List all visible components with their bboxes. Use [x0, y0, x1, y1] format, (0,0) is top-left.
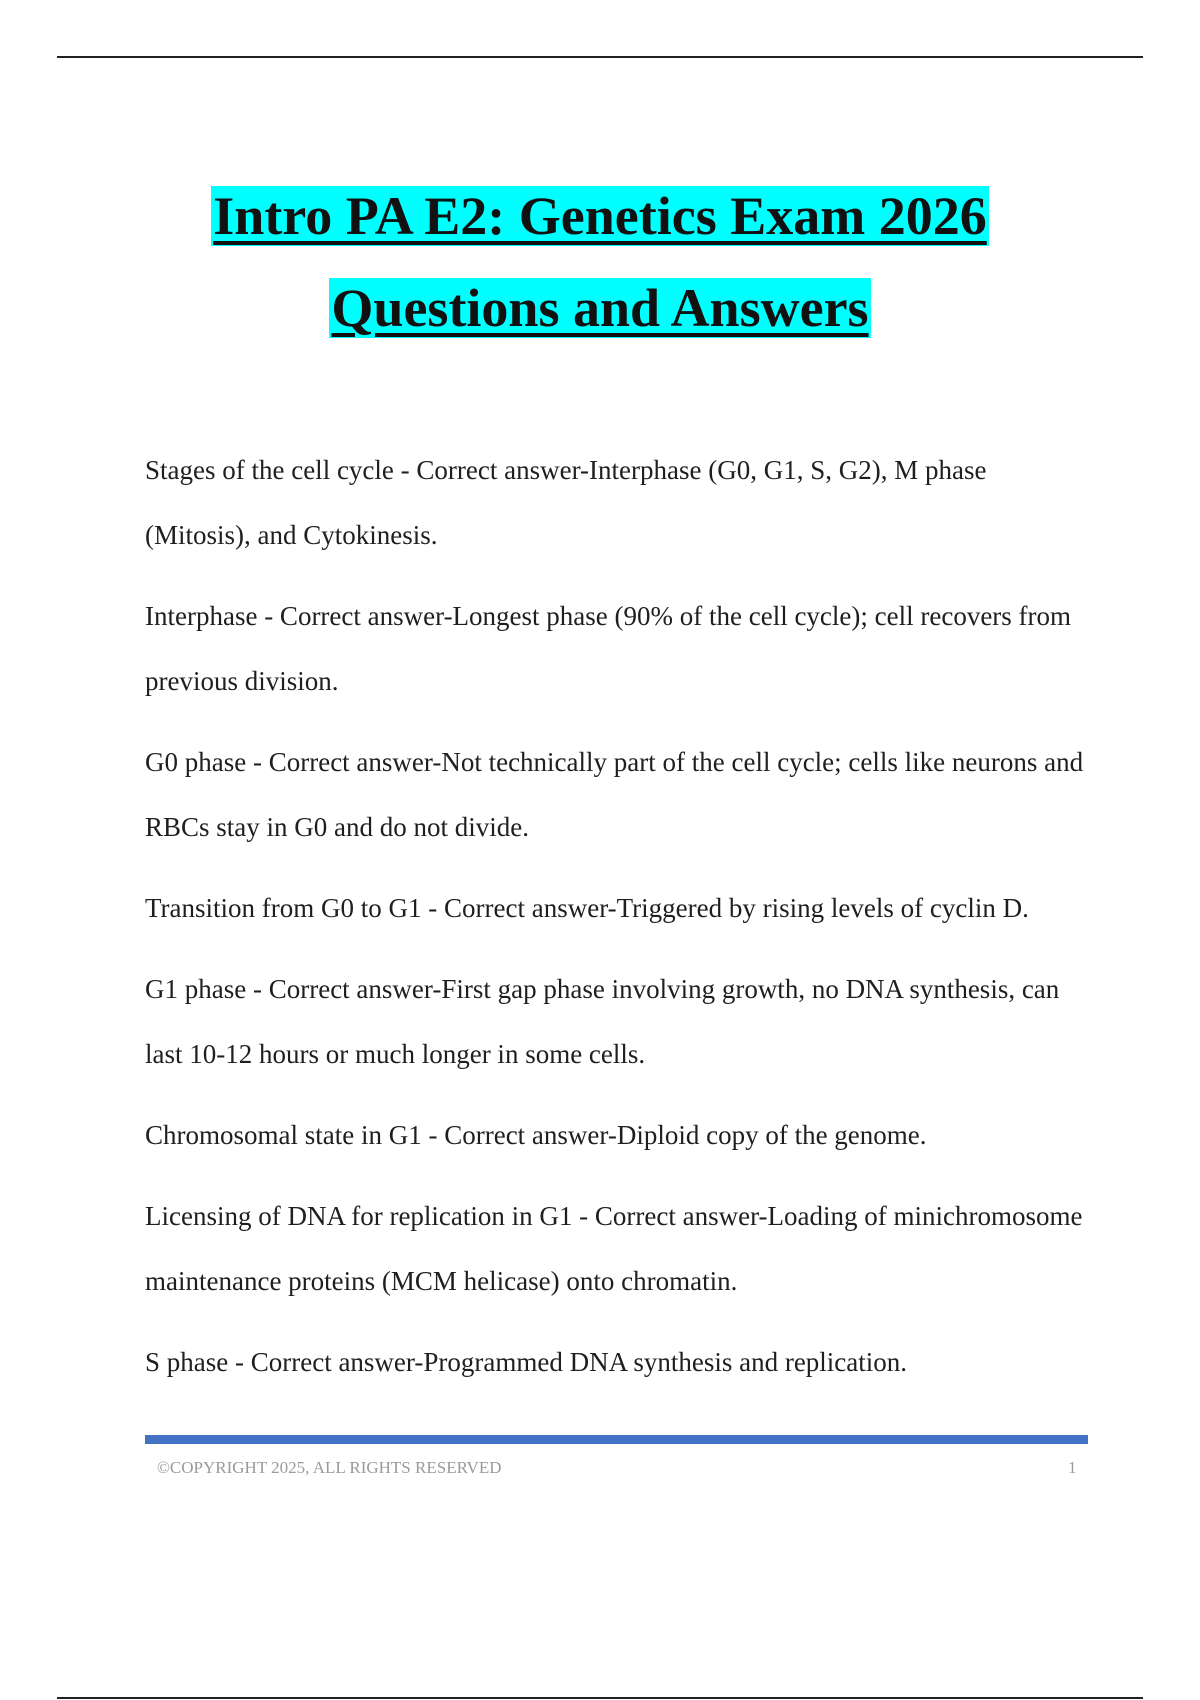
qa-item-g1-phase: G1 phase - Correct answer-First gap phase involving growth, no DNA synthesis, can last 10-12 hours or much longer in some cells. — [145, 974, 1060, 1069]
qa-item-g0-phase: G0 phase - Correct answer-Not technically part of the cell cycle; cells like neurons and RBCs stay in G0 and do not divide. — [145, 747, 1084, 842]
page-number: 1 — [1068, 1458, 1077, 1477]
qa-item-dna-licensing: Licensing of DNA for replication in G1 - Correct answer-Loading of minichromosome maintenance proteins (MCM helicase) onto chromatin. — [145, 1201, 1083, 1296]
qa-item-cell-cycle-stages: Stages of the cell cycle - Correct answer-Interphase (G0, G1, S, G2), M phase (Mitosis), and Cytokinesis. — [145, 455, 987, 550]
qa-item-interphase: Interphase - Correct answer-Longest phase (90% of the cell cycle); cell recovers from previous division. — [145, 601, 1072, 696]
title-line-1 — [0, 170, 1200, 262]
footer-bar — [145, 1435, 1088, 1444]
top-rule — [57, 56, 1143, 58]
title-line-2 — [0, 262, 1200, 354]
qa-item-g0-to-g1: Transition from G0 to G1 - Correct answer-Triggered by rising levels of cyclin D. — [145, 893, 1029, 923]
title-text-1: Intro PA E2: Genetics Exam 2026 — [213, 186, 987, 246]
qa-item-s-phase: S phase - Correct answer-Programmed DNA synthesis and replication. — [145, 1347, 908, 1377]
qa-item-g1-chromosomal-state: Chromosomal state in G1 - Correct answer-Diploid copy of the genome. — [145, 1120, 927, 1150]
title-text-2: Questions and Answers — [331, 278, 869, 338]
footer-copyright: ©COPYRIGHT 2025, ALL RIGHTS RESERVED — [157, 1458, 502, 1477]
bottom-rule — [57, 1697, 1143, 1699]
qa-list — [145, 438, 1095, 1411]
document-title — [0, 170, 1200, 354]
